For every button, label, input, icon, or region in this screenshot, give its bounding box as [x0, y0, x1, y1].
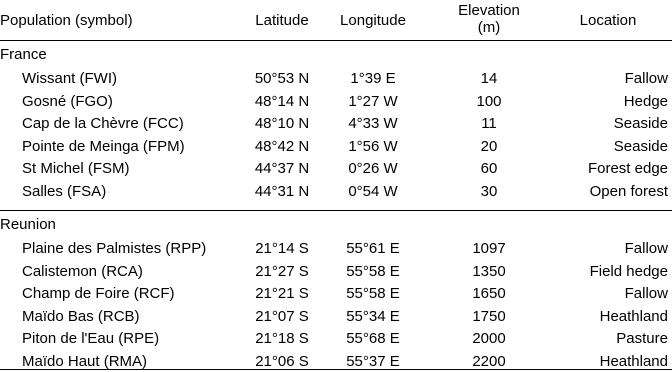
cell-latitude: 21°06 S: [255, 352, 309, 370]
header-longitude: Longitude: [340, 12, 406, 29]
cell-longitude: 1°56 W: [348, 137, 398, 155]
cell-latitude: 48°42 N: [254, 137, 310, 155]
header-population: Population (symbol): [0, 12, 133, 29]
table-row: [0, 284, 672, 304]
cell-population: St Michel (FSM): [22, 160, 130, 177]
cell-elevation: 60: [480, 160, 498, 177]
cell-longitude: 0°26 W: [348, 160, 398, 177]
header-location: Location: [579, 12, 637, 29]
header-rule: [0, 40, 672, 41]
cell-population: Gosné (FGO): [22, 92, 113, 110]
cell-elevation: 1350: [472, 262, 506, 280]
cell-location: Seaside: [613, 137, 668, 155]
cell-latitude: 21°27 S: [255, 262, 309, 280]
cell-location: Pasture: [616, 330, 668, 347]
table-row: [0, 69, 672, 89]
cell-longitude: 55°61 E: [346, 240, 400, 257]
cell-location: Fallow: [624, 240, 668, 257]
cell-location: Field hedge: [589, 262, 668, 280]
cell-elevation: 1750: [472, 307, 506, 325]
cell-latitude: 21°18 S: [255, 330, 309, 347]
cell-longitude: 55°58 E: [346, 262, 400, 280]
cell-elevation: 11: [481, 115, 497, 132]
cell-longitude: 55°68 E: [346, 330, 400, 347]
cell-latitude: 48°10 N: [254, 115, 310, 132]
cell-elevation: 1650: [472, 285, 506, 302]
cell-latitude: 50°53 N: [254, 70, 310, 87]
cell-location: Heathland: [599, 352, 668, 370]
cell-latitude: 44°31 N: [254, 182, 310, 200]
cell-location: Fallow: [624, 285, 668, 302]
table-row: [0, 182, 672, 202]
cell-latitude: 21°07 S: [255, 307, 309, 325]
header-latitude: Latitude: [255, 12, 309, 29]
cell-location: Heathland: [599, 307, 668, 325]
cell-population: Salles (FSA): [22, 182, 107, 200]
cell-latitude: 21°14 S: [255, 240, 309, 257]
group-header: Reunion: [0, 216, 56, 233]
cell-location: Forest edge: [587, 160, 668, 177]
table-row: [0, 114, 672, 134]
table-header: [0, 0, 672, 40]
cell-longitude: 55°34 E: [346, 307, 400, 325]
cell-elevation: 14: [480, 70, 498, 87]
cell-elevation: 20: [480, 137, 498, 155]
cell-elevation: 1097: [472, 240, 506, 257]
header-elevation-label: Elevation: [458, 2, 520, 19]
group-divider-rule: [0, 210, 672, 211]
header-elevation: [452, 2, 526, 36]
cell-location: Open forest: [589, 182, 668, 200]
cell-latitude: 21°21 S: [255, 285, 309, 302]
cell-population: Maïdo Bas (RCB): [22, 307, 140, 325]
cell-latitude: 48°14 N: [254, 92, 310, 110]
cell-location: Seaside: [613, 115, 668, 132]
header-elevation-unit: (m): [477, 19, 501, 36]
cell-population: Maïdo Haut (RMA): [22, 352, 148, 370]
cell-elevation: 100: [476, 92, 502, 110]
cell-population: Champ de Foire (RCF): [22, 285, 175, 302]
table-row: [0, 329, 672, 349]
cell-population: Wissant (FWI): [22, 70, 117, 87]
cell-population: Cap de la Chèvre (FCC): [22, 115, 184, 132]
cell-latitude: 44°37 N: [254, 160, 310, 177]
cell-longitude: 55°58 E: [346, 285, 400, 302]
table-row: [0, 307, 672, 327]
cell-longitude: 0°54 W: [348, 182, 398, 200]
table-row: [0, 137, 672, 157]
cell-longitude: 1°39 E: [350, 70, 396, 87]
cell-population: Calistemon (RCA): [22, 262, 143, 280]
cell-population: Piton de l'Eau (RPE): [22, 330, 160, 347]
cell-elevation: 2200: [472, 352, 506, 370]
cell-location: Hedge: [623, 92, 668, 110]
table-row: [0, 352, 672, 372]
table-row: [0, 262, 672, 282]
cell-longitude: 55°37 E: [346, 352, 400, 370]
cell-elevation: 30: [480, 182, 498, 200]
table-row: [0, 159, 672, 179]
cell-elevation: 2000: [472, 330, 506, 347]
table-row: [0, 92, 672, 112]
group-header: France: [0, 46, 47, 63]
table-row: [0, 239, 672, 259]
cell-population: Pointe de Meinga (FPM): [22, 137, 185, 155]
cell-longitude: 1°27 W: [348, 92, 398, 110]
cell-population: Plaine des Palmistes (RPP): [22, 240, 207, 257]
cell-location: Fallow: [624, 70, 668, 87]
cell-longitude: 4°33 W: [348, 115, 398, 132]
